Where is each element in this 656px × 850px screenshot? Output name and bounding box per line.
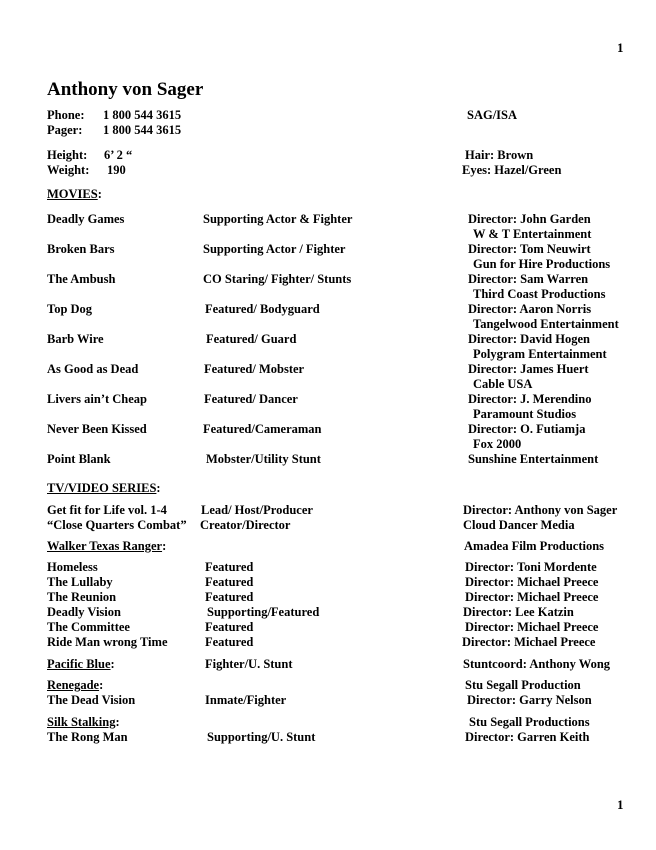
episode-director: Director: Michael Preece (462, 635, 596, 649)
movie-title: Top Dog (47, 302, 93, 316)
pager-number: 1 800 544 3615 (103, 123, 182, 137)
tv-director: Cloud Dancer Media (463, 518, 575, 532)
episode-role: Supporting/Featured (207, 605, 320, 619)
movie-title: Point Blank (47, 452, 111, 466)
resume-name: Anthony von Sager (47, 79, 204, 100)
renegade-heading-text: Renegade (47, 678, 100, 692)
renegade-company: Stu Segall Production (465, 678, 581, 692)
movie-role: Featured/ Mobster (204, 362, 305, 376)
movie-title: Deadly Games (47, 212, 125, 226)
union-affiliation: SAG/ISA (467, 108, 518, 122)
movie-role: Supporting Actor / Fighter (203, 242, 346, 256)
renegade-heading (47, 678, 103, 693)
walker-company: Amadea Film Productions (464, 539, 605, 553)
episode-role: Featured (205, 575, 254, 589)
episode-title: Ride Man wrong Time (47, 635, 168, 649)
pager-label: Pager: (47, 123, 83, 137)
movie-director: Director: Sam Warren (468, 272, 589, 286)
hair-color: Hair: Brown (465, 148, 534, 162)
movie-company: W & T Entertainment (473, 227, 592, 241)
renegade-director: Director: Garry Nelson (467, 693, 592, 707)
movie-company: Polygram Entertainment (473, 347, 607, 361)
movie-role: Mobster/Utility Stunt (206, 452, 321, 466)
walker-heading (47, 539, 166, 554)
phone-number: 1 800 544 3615 (103, 108, 182, 122)
movie-title: Barb Wire (47, 332, 104, 346)
height-value: 6’ 2 “ (104, 148, 133, 162)
movie-director: Director: O. Futiamja (468, 422, 586, 436)
movies-heading-colon: : (97, 187, 102, 201)
pacific-heading-colon: : (110, 657, 115, 671)
episode-role: Featured (205, 590, 254, 604)
movie-director: Director: J. Merendino (468, 392, 592, 406)
episode-director: Director: Toni Mordente (465, 560, 597, 574)
movie-title: Broken Bars (47, 242, 115, 256)
movie-director: Director: James Huert (468, 362, 589, 376)
episode-title: The Lullaby (47, 575, 113, 589)
movie-director: Director: Aaron Norris (468, 302, 592, 316)
movie-title: Never Been Kissed (47, 422, 147, 436)
page-number-bottom: 1 (617, 797, 624, 812)
episode-title: The Committee (47, 620, 130, 634)
silk-company: Stu Segall Productions (469, 715, 590, 729)
renegade-episode-title: The Dead Vision (47, 693, 136, 707)
page-number-top: 1 (617, 40, 624, 55)
movie-company: Paramount Studios (473, 407, 577, 421)
episode-role: Featured (205, 560, 254, 574)
pacific-director: Stuntcoord: Anthony Wong (463, 657, 611, 671)
episode-director: Director: Michael Preece (465, 590, 599, 604)
movies-heading (47, 187, 102, 202)
walker-heading-text: Walker Texas Ranger (47, 539, 163, 553)
silk-director: Director: Garren Keith (465, 730, 590, 744)
episode-director: Director: Michael Preece (465, 575, 599, 589)
pacific-heading (47, 657, 115, 672)
tv-director: Director: Anthony von Sager (463, 503, 618, 517)
phone-label: Phone: (47, 108, 85, 122)
movies-heading-text: MOVIES (47, 187, 98, 201)
movie-role: Featured/ Dancer (204, 392, 298, 406)
silk-heading-text: Silk Stalking (47, 715, 116, 729)
movie-role: Supporting Actor & Fighter (203, 212, 353, 226)
movie-role: CO Staring/ Fighter/ Stunts (203, 272, 352, 286)
episode-title: Deadly Vision (47, 605, 121, 619)
weight-value: 190 (107, 163, 126, 177)
tv-heading-colon: : (156, 481, 161, 495)
movie-company: Gun for Hire Productions (473, 257, 611, 271)
pacific-heading-text: Pacific Blue (47, 657, 111, 671)
tv-heading (47, 481, 161, 496)
silk-episode-title: The Rong Man (47, 730, 128, 744)
pacific-role: Fighter/U. Stunt (205, 657, 293, 671)
episode-role: Featured (205, 620, 254, 634)
silk-episode-role: Supporting/U. Stunt (207, 730, 316, 744)
movie-role: Featured/ Bodyguard (205, 302, 320, 316)
tv-role: Creator/Director (200, 518, 291, 532)
weight-label: Weight: (47, 163, 90, 177)
movie-director: Sunshine Entertainment (468, 452, 599, 466)
silk-heading-colon: : (115, 715, 120, 729)
movie-director: Director: Tom Neuwirt (468, 242, 591, 256)
silk-heading (47, 715, 120, 730)
episode-title: The Reunion (47, 590, 117, 604)
tv-role: Lead/ Host/Producer (201, 503, 313, 517)
movie-director: Director: David Hogen (468, 332, 590, 346)
height-label: Height: (47, 148, 88, 162)
movie-company: Tangelwood Entertainment (473, 317, 619, 331)
episode-title: Homeless (47, 560, 98, 574)
movie-title: Livers ain’t Cheap (47, 392, 147, 406)
movie-title: As Good as Dead (47, 362, 139, 376)
tv-title: “Close Quarters Combat” (47, 518, 187, 532)
tv-title: Get fit for Life vol. 1-4 (47, 503, 167, 517)
tv-heading-text: TV/VIDEO SERIES (47, 481, 157, 495)
movie-role: Featured/ Guard (206, 332, 297, 346)
eye-color: Eyes: Hazel/Green (462, 163, 562, 177)
renegade-heading-colon: : (99, 678, 104, 692)
episode-role: Featured (205, 635, 254, 649)
movie-company: Fox 2000 (473, 437, 522, 451)
episode-director: Director: Michael Preece (465, 620, 599, 634)
walker-heading-colon: : (162, 539, 167, 553)
movie-director: Director: John Garden (468, 212, 591, 226)
movie-company: Cable USA (473, 377, 533, 391)
episode-director: Director: Lee Katzin (463, 605, 574, 619)
movie-title: The Ambush (47, 272, 116, 286)
renegade-episode-role: Inmate/Fighter (205, 693, 287, 707)
movie-role: Featured/Cameraman (203, 422, 322, 436)
movie-company: Third Coast Productions (473, 287, 606, 301)
